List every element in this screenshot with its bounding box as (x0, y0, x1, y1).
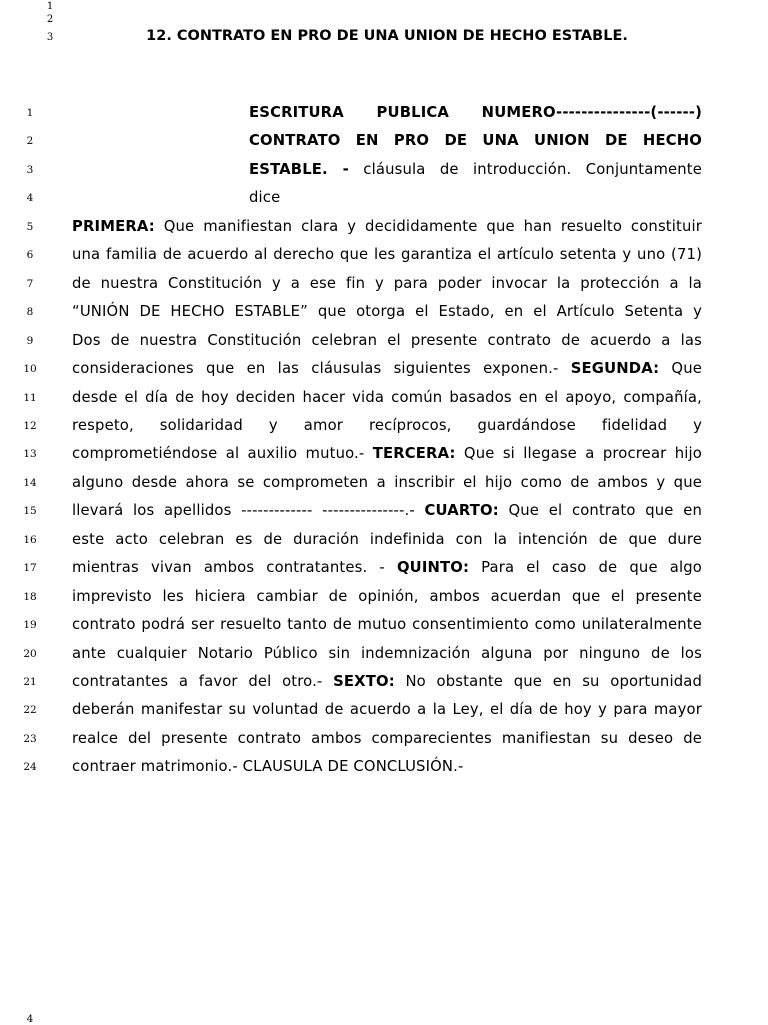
line-number: 11 (23, 392, 37, 404)
line-text: “UNIÓN DE HECHO ESTABLE” que otorga el Estado, en el Artículo Setenta y (72, 303, 702, 320)
line-number: 14 (23, 477, 37, 489)
line-number: 8 (26, 306, 34, 318)
line-text: realce del presente contrato ambos comparecientes manifiestan su deseo de (72, 730, 702, 747)
line-text: contratantes a favor del otro.- (72, 673, 334, 690)
line-text: consideraciones que en las cláusulas siguientes exponen.- (72, 360, 571, 377)
document-line (72, 217, 702, 237)
document-line (72, 644, 702, 664)
document-line (249, 160, 702, 180)
line-text: este acto celebran es de duración indefinida con la intención de que dure (72, 531, 702, 548)
line-text: ante cualquier Notario Público sin indemnización alguna por ninguno de los (72, 645, 702, 662)
line-text: Que si llegase a procrear hijo (455, 445, 702, 462)
line-text: No obstante que en su oportunidad (394, 673, 703, 690)
line-number: 13 (23, 448, 37, 460)
line-number: 23 (23, 733, 37, 745)
clause-heading: PRIMERA: (72, 218, 155, 235)
line-number: 16 (23, 534, 37, 546)
line-number: 9 (26, 335, 34, 347)
line-text: Que (659, 360, 702, 377)
line-number: 3 (26, 164, 34, 176)
document-line (249, 131, 702, 151)
line-text: respeto, solidaridad y amor recíprocos, guardándose fidelidad y (72, 417, 702, 434)
line-text: Para el caso de que algo (469, 559, 702, 576)
line-number: 5 (26, 221, 34, 233)
line-text: deberán manifestar su voluntad de acuerdo a la Ley, el día de hoy y para mayor (72, 701, 702, 718)
document-line (72, 729, 702, 749)
line-number: 22 (23, 704, 37, 716)
line-text: alguno desde ahora se comprometen a inscribir el hijo como de ambos y que (72, 474, 702, 491)
document-line (72, 416, 702, 436)
document-line (72, 587, 702, 607)
line-number: 2 (26, 135, 34, 147)
clause-heading: SEXTO: (333, 673, 395, 690)
line-text: Que manifiestan clara y decididamente que han resuelto constituir (154, 218, 702, 235)
line-text: de nuestra Constitución y a ese fin y para poder invocar la protección a la (72, 275, 702, 292)
line-text: contrato podrá ser resuelto tanto de mutuo consentimiento como unilateralmente (72, 616, 702, 633)
document-line (72, 558, 702, 578)
document-line (72, 757, 702, 777)
line-text: cláusula de introducción. Conjuntamente (348, 161, 702, 178)
document-line (249, 103, 702, 123)
line-text: comprometiéndose al auxilio mutuo.- (72, 445, 373, 462)
header-line-number-2: 2 (46, 14, 54, 25)
document-line (72, 245, 702, 265)
header-line-number-3: 3 (46, 32, 54, 43)
line-text: una familia de acuerdo al derecho que les garantiza el artículo setenta y uno (71) (72, 246, 702, 263)
clause-heading: ESCRITURA PUBLICA NUMERO---------------(------) (249, 104, 702, 121)
clause-heading: TERCERA: (372, 445, 456, 462)
line-number: 15 (23, 505, 37, 517)
line-number: 18 (23, 591, 37, 603)
document-line (72, 501, 702, 521)
line-text: contraer matrimonio.- CLAUSULA DE CONCLUSIÓN.- (72, 758, 464, 775)
line-number: 7 (26, 278, 34, 290)
page-number: 4 (26, 1013, 34, 1025)
line-text: dice (249, 189, 281, 206)
document-line (72, 615, 702, 635)
line-text: desde el día de hoy deciden hacer vida común basados en el apoyo, compañía, (72, 389, 702, 406)
line-number: 12 (23, 420, 37, 432)
clause-heading: CONTRATO EN PRO DE UNA UNION DE HECHO (249, 132, 702, 149)
line-number: 24 (23, 761, 37, 773)
clause-heading: CUARTO: (424, 502, 499, 519)
document-line (72, 530, 702, 550)
line-number: 4 (26, 192, 34, 204)
line-text: Dos de nuestra Constitución celebran el presente contrato de acuerdo a las (72, 332, 702, 349)
document-title: 12. CONTRATO EN PRO DE UNA UNION DE HECHO ESTABLE. (146, 28, 628, 44)
header-line-number-1: 1 (46, 1, 54, 12)
document-line (72, 444, 702, 464)
line-number: 6 (26, 249, 34, 261)
document-line (72, 672, 702, 692)
document-line (72, 302, 702, 322)
clause-heading: QUINTO: (396, 559, 470, 576)
document-line (72, 359, 702, 379)
document-line (72, 274, 702, 294)
document-line (72, 388, 702, 408)
line-number: 10 (23, 363, 37, 375)
clause-heading: SEGUNDA: (570, 360, 660, 377)
line-text: llevará los apellidos ------------- ---------------.- (72, 502, 425, 519)
line-number: 1 (26, 107, 34, 119)
line-text: mientras vivan ambos contratantes. - (72, 559, 397, 576)
document-line (72, 473, 702, 493)
line-number: 21 (23, 676, 37, 688)
document-line (72, 331, 702, 351)
line-number: 20 (23, 648, 37, 660)
document-line (249, 188, 702, 208)
line-text: imprevisto les hiciera cambiar de opinión, ambos acuerdan que el presente (72, 588, 702, 605)
line-text: Que el contrato que en (498, 502, 702, 519)
clause-heading: ESTABLE. - (249, 161, 349, 178)
line-number: 19 (23, 619, 37, 631)
line-number: 17 (23, 562, 37, 574)
document-line (72, 700, 702, 720)
